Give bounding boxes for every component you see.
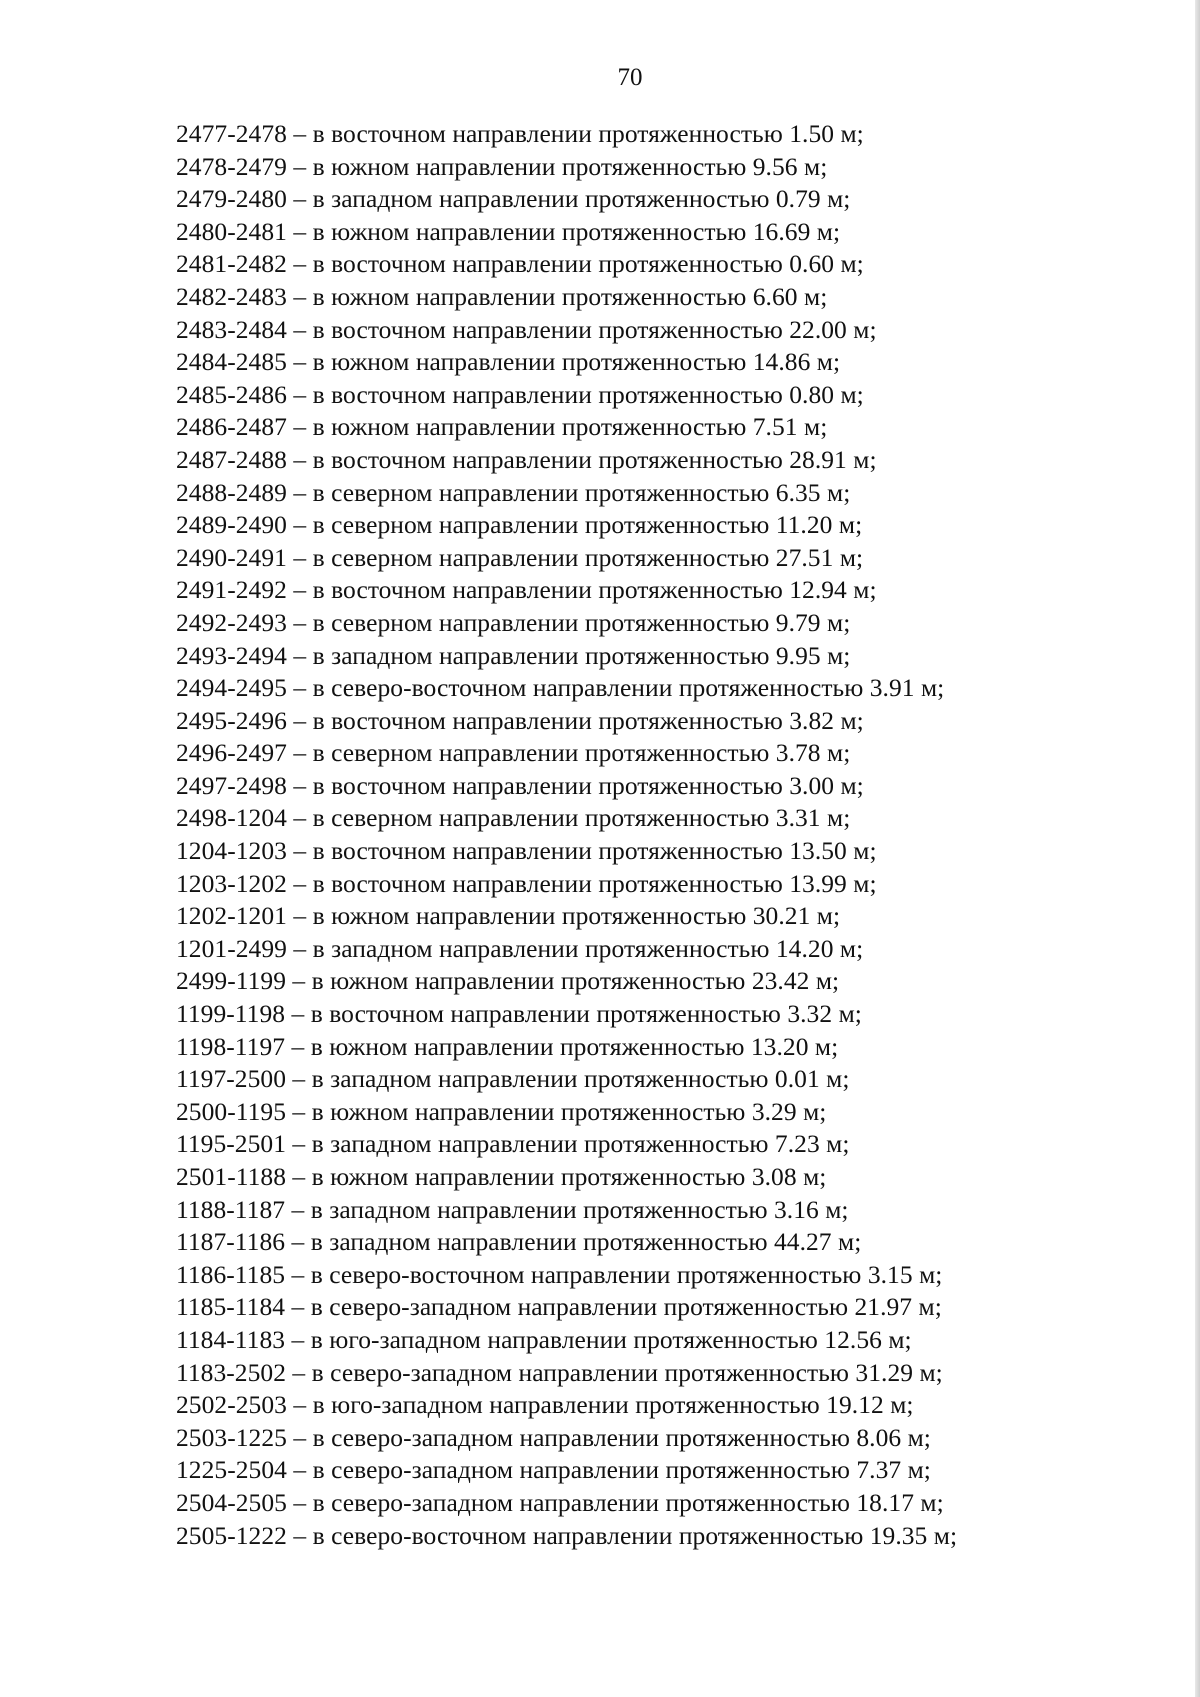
boundary-segment-list — [176, 118, 1076, 1552]
boundary-segment-line: 1185-1184 – в северо-западном направлении протяженностью 21.97 м; — [176, 1292, 942, 1322]
boundary-segment-line: 2487-2488 – в восточном направлении протяженностью 28.91 м; — [176, 444, 877, 474]
boundary-segment-line: 1195-2501 – в западном направлении протяженностью 7.23 м; — [176, 1129, 850, 1159]
boundary-segment-line: 2483-2484 – в восточном направлении протяженностью 22.00 м; — [176, 314, 877, 344]
boundary-segment-line: 2495-2496 – в восточном направлении протяженностью 3.82 м; — [176, 705, 864, 735]
boundary-segment-line: 2494-2495 – в северо-восточном направлении протяженностью 3.91 м; — [176, 673, 945, 703]
boundary-segment-line: 2478-2479 – в южном направлении протяженностью 9.56 м; — [176, 151, 828, 181]
boundary-segment-line: 2498-1204 – в северном направлении протяженностью 3.31 м; — [176, 803, 851, 833]
boundary-segment-line: 1199-1198 – в восточном направлении протяженностью 3.32 м; — [176, 999, 862, 1029]
boundary-segment-line: 1204-1203 – в восточном направлении протяженностью 13.50 м; — [176, 836, 877, 866]
boundary-segment-line: 2501-1188 – в южном направлении протяженностью 3.08 м; — [176, 1162, 827, 1191]
boundary-segment-line: 1202-1201 – в южном направлении протяженностью 30.21 м; — [176, 901, 841, 931]
boundary-segment-line: 2503-1225 – в северо-западном направлении протяженностью 8.06 м; — [176, 1422, 931, 1452]
boundary-segment-line: 2499-1199 – в южном направлении протяженностью 23.42 м; — [176, 966, 840, 996]
boundary-segment-line: 2486-2487 – в южном направлении протяженностью 7.51 м; — [176, 412, 828, 442]
boundary-segment-line: 2484-2485 – в южном направлении протяженностью 14.86 м; — [176, 347, 841, 377]
boundary-segment-line: 2493-2494 – в западном направлении протяженностью 9.95 м; — [176, 640, 851, 670]
boundary-segment-line: 1197-2500 – в западном направлении протяженностью 0.01 м; — [176, 1064, 850, 1094]
boundary-segment-line: 1186-1185 – в северо-восточном направлении протяженностью 3.15 м; — [176, 1259, 943, 1289]
boundary-segment-line: 2492-2493 – в северном направлении протяженностью 9.79 м; — [176, 607, 851, 637]
boundary-segment-line: 2479-2480 – в западном направлении протяженностью 0.79 м; — [176, 184, 851, 214]
boundary-segment-line: 1225-2504 – в северо-западном направлении протяженностью 7.37 м; — [176, 1455, 931, 1485]
boundary-segment-line: 2505-1222 – в северо-восточном направлении протяженностью 19.35 м; — [176, 1520, 958, 1550]
boundary-segment-line: 2489-2490 – в северном направлении протяженностью 11.20 м; — [176, 510, 863, 540]
boundary-segment-line: 2504-2505 – в северо-западном направлении протяженностью 18.17 м; — [176, 1487, 944, 1517]
page-number: 70 — [617, 64, 643, 91]
boundary-segment-line: 1183-2502 – в северо-западном направлении протяженностью 31.29 м; — [176, 1357, 943, 1387]
boundary-segment-line: 2497-2498 – в восточном направлении протяженностью 3.00 м; — [176, 770, 864, 800]
boundary-segment-line: 2502-2503 – в юго-западном направлении протяженностью 19.12 м; — [176, 1390, 914, 1420]
boundary-segment-line: 2491-2492 – в восточном направлении протяженностью 12.94 м; — [176, 575, 877, 605]
boundary-segment-line: 1201-2499 – в западном направлении протяженностью 14.20 м; — [176, 933, 864, 963]
boundary-segment-line: 1188-1187 – в западном направлении протяженностью 3.16 м; — [176, 1194, 849, 1224]
boundary-segment-line: 1203-1202 – в восточном направлении протяженностью 13.99 м; — [176, 868, 877, 898]
boundary-segment-line: 2500-1195 – в южном направлении протяженностью 3.29 м; — [176, 1096, 827, 1126]
boundary-segment-line: 2485-2486 – в восточном направлении протяженностью 0.80 м; — [176, 379, 864, 409]
boundary-segment-line: 1187-1186 – в западном направлении протяженностью 44.27 м; — [176, 1227, 862, 1257]
boundary-segment-line: 2482-2483 – в южном направлении протяженностью 6.60 м; — [176, 281, 828, 311]
boundary-segment-line: 2490-2491 – в северном направлении протяженностью 27.51 м; — [176, 542, 864, 572]
boundary-segment-line: 2477-2478 – в восточном направлении протяженностью 1.50 м; — [176, 119, 864, 148]
boundary-segment-line: 1198-1197 – в южном направлении протяженностью 13.20 м; — [176, 1031, 839, 1061]
boundary-segment-line: 2481-2482 – в восточном направлении протяженностью 0.60 м; — [176, 249, 864, 279]
boundary-segment-line: 2496-2497 – в северном направлении протяженностью 3.78 м; — [176, 738, 851, 768]
scan-edge — [1195, 0, 1200, 1697]
boundary-segment-line: 1184-1183 – в юго-западном направлении протяженностью 12.56 м; — [176, 1324, 912, 1354]
boundary-segment-line: 2480-2481 – в южном направлении протяженностью 16.69 м; — [176, 216, 841, 246]
boundary-segment-line: 2488-2489 – в северном направлении протяженностью 6.35 м; — [176, 477, 851, 507]
